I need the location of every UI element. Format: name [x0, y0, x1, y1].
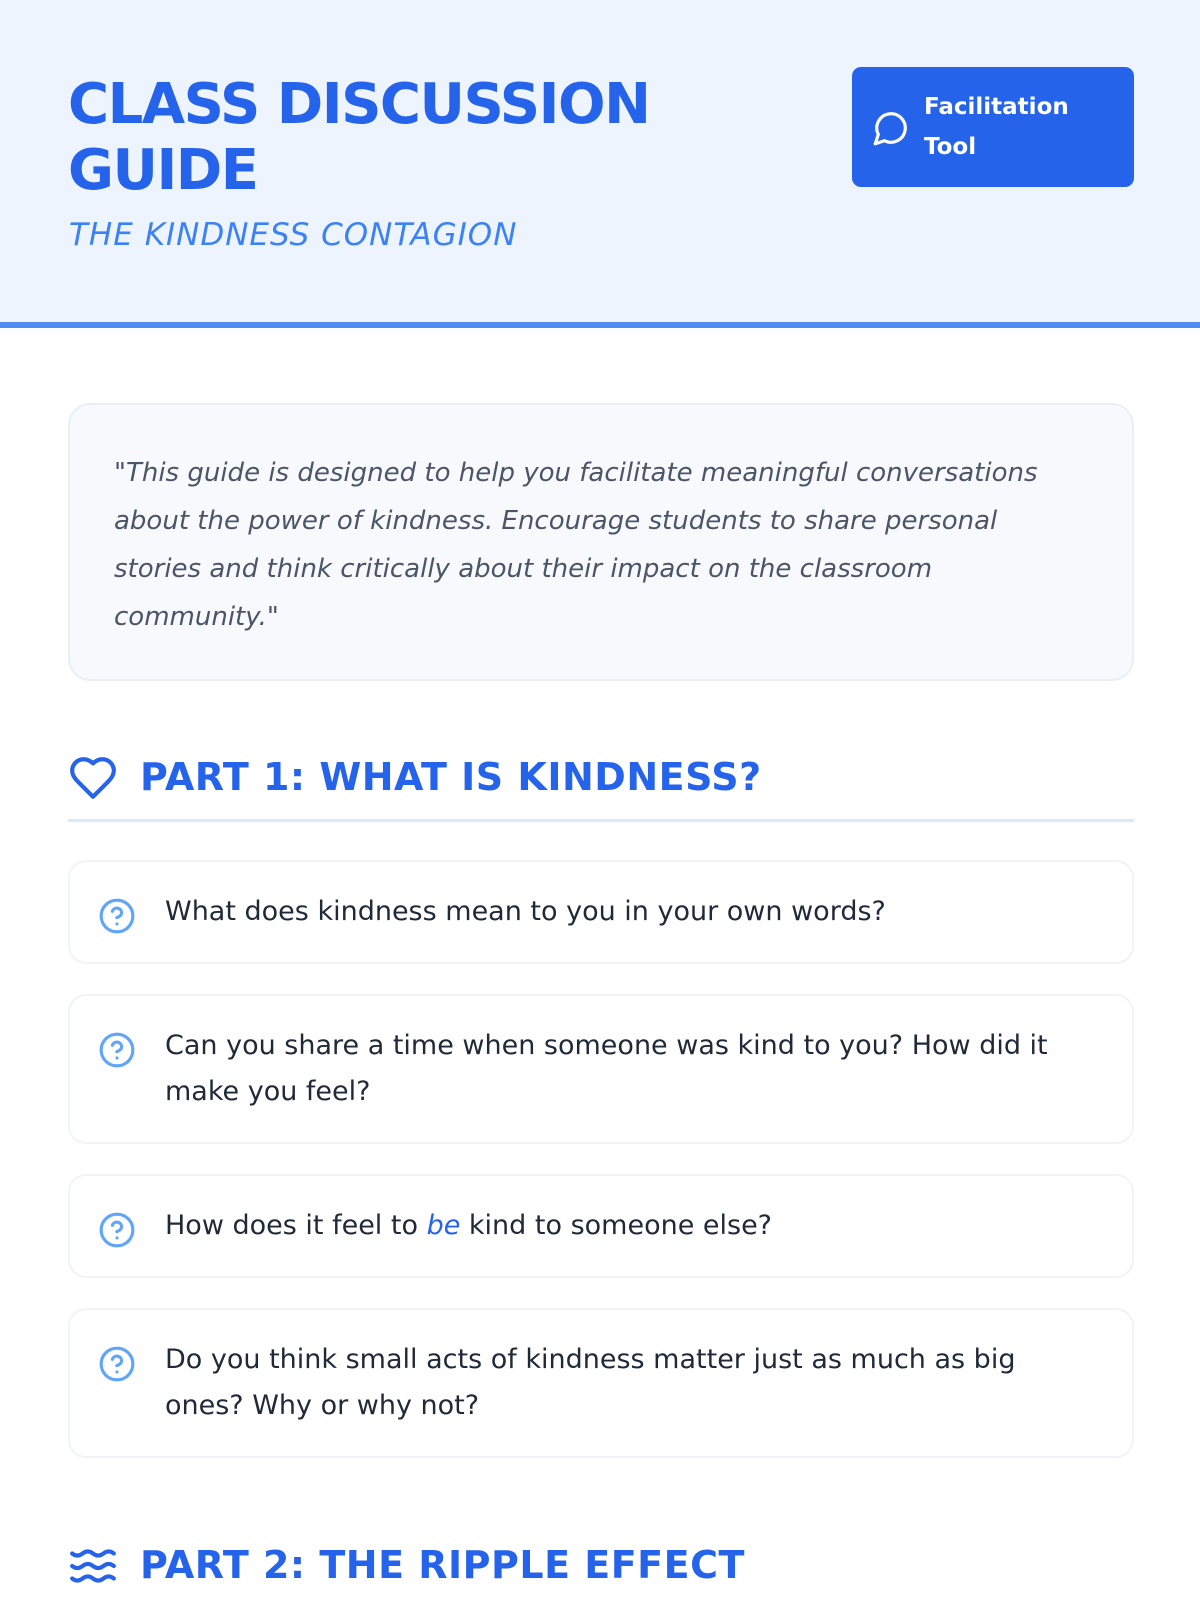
question-circle-icon: [98, 1211, 136, 1249]
question-text-after: kind to someone else?: [460, 1210, 773, 1241]
question-text: Can you share a time when someone was kind to you? How did it make you feel?: [165, 1030, 1048, 1107]
waves-icon: [68, 1541, 118, 1591]
question-card: [68, 994, 1134, 1144]
question-text: What does kindness mean to you in your own words?: [165, 896, 886, 927]
facilitation-tool-badge: [852, 67, 1134, 187]
question-circle-icon: [98, 1031, 136, 1069]
question-circle-icon: [98, 1345, 136, 1383]
question-text: [165, 1203, 1095, 1249]
page-title: CLASS DISCUSSION GUIDE: [68, 72, 650, 203]
section-title-part-1: PART 1: WHAT IS KINDNESS?: [140, 755, 762, 799]
heart-icon: [68, 753, 118, 803]
chat-bubble-icon: [872, 109, 910, 147]
question-card: [68, 860, 1134, 964]
question-card: [68, 1174, 1134, 1278]
question-card: [68, 1308, 1134, 1458]
question-text-before: How does it feel to: [165, 1210, 427, 1241]
intro-quote-box: [68, 403, 1134, 681]
page-header: [0, 0, 1200, 328]
page-subtitle: THE KINDNESS CONTAGION: [69, 217, 518, 253]
intro-quote-text: "This guide is designed to help you facilitate meaningful conversations about the power of kindness. Encourage students to share personal stories and think critically about their impact on the classroom community.": [114, 458, 1038, 632]
question-text: Do you think small acts of kindness matter just as much as big ones? Why or why not?: [165, 1344, 1016, 1421]
question-text-emphasis: be: [426, 1210, 461, 1241]
section-heading-part-1: [68, 747, 1134, 822]
section-title-part-2: PART 2: THE RIPPLE EFFECT: [140, 1543, 745, 1587]
badge-label: Facilitation Tool: [924, 94, 1069, 160]
question-circle-icon: [98, 897, 136, 935]
